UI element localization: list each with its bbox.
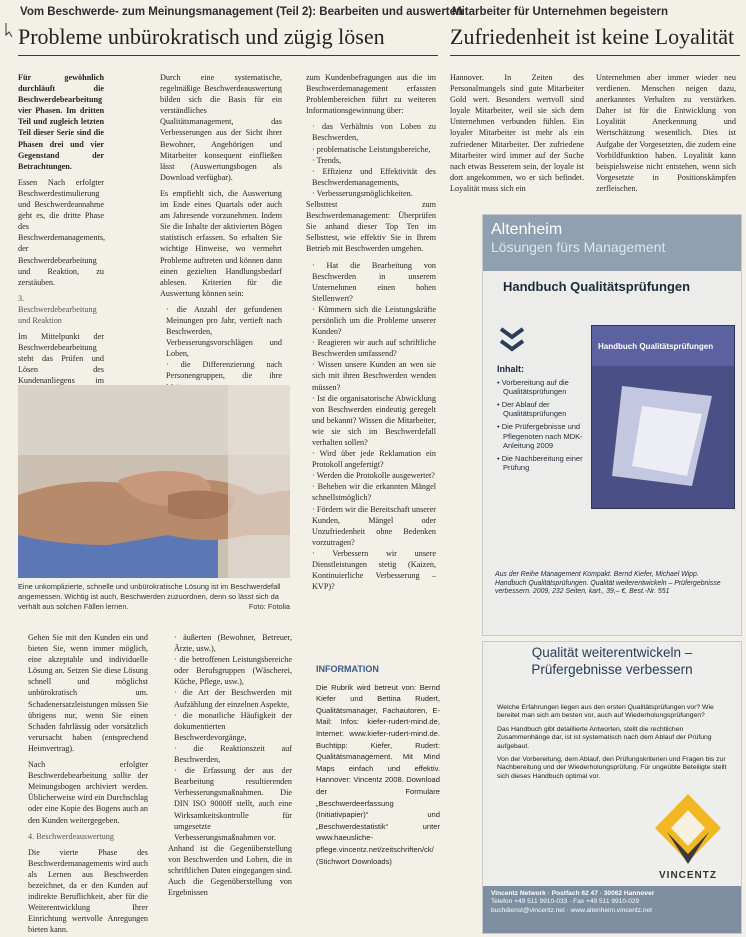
promo-advertisement xyxy=(482,641,742,934)
list-item: · Werden die Protokolle ausgewertet? xyxy=(312,470,436,481)
vincentz-logo-icon xyxy=(653,792,723,866)
ad-book-title: Handbuch Qualitätsprüfungen xyxy=(503,279,691,294)
list-item: · Verbesserungsmöglichkeiten. xyxy=(312,188,436,199)
promo-headline: Qualität weiterentwickeln – Prüfergebnisse verbessern xyxy=(531,645,693,677)
criteria-list xyxy=(160,304,282,393)
list-item: · die Anzahl der gefundenen Meinungen pro Jahr, vertieft nach Beschwerden, Verbesserungsvorschlägen und Loben, xyxy=(166,304,282,359)
promo-paragraph: Von der Vorbereitung, dem Ablauf, den Prüfungskriterien und Fragen bis zur Nachbereitung und der Wiederholungsprüfung. Für ungeübte Beteiligte stellt sich dieses Handbuch optimal vor. xyxy=(497,756,727,780)
list-item: · die Differenzierung nach Personengruppen, die ihre xyxy=(166,359,282,392)
list-item: · Wissen unsere Kunden an wen sie sich mit ihren Beschwerden wenden müssen? xyxy=(312,359,436,392)
list-item: · das Verhältnis von Loben zu Beschwerden, xyxy=(312,121,436,143)
photo-credit: Foto: Fotolia xyxy=(248,602,290,611)
book-cover xyxy=(591,325,735,509)
intro-paragraph: Für gewöhnlich durchläuft die Beschwerdebearbeitung vier Phasen. Im dritten Teil und zugleich letzten Teil dieser Serie sind die Phasen drei und vier Gegenstand der Betrachtungen. xyxy=(18,73,104,171)
information-title: INFORMATION xyxy=(316,664,379,674)
list-item: · Fördern wir die Bereitschaft unserer Kunden, Mängel oder Unzufriedenheit ohne Bedenken vorzutragen? xyxy=(312,504,436,548)
left-article-headline: Probleme unbürokratisch und zügig lösen xyxy=(18,24,385,49)
ad-book-description: Aus der Reihe Management Kompakt. Bernd Kiefer, Michael Wipp. Handbuch Qualitätsprüfungen. Qualität weiterentwickeln – Prüfergebnisse verbessern. 2009, 232 Seiten, kart., 39,– €, Best.-Nr. 551 xyxy=(495,571,721,596)
list-item: · Beheben wir die erkannten Mängel schnellstmöglich? xyxy=(312,481,436,503)
right-article-headline: Zufriedenheit ist keine Loyalität xyxy=(450,24,735,49)
list-item: · die Reaktionszeit auf Beschwerden, xyxy=(174,743,292,765)
body-paragraph: Es empfiehlt sich, die Auswertung im Ende eines Quartals oder auch am Jahresende vorzunehmen. Indem Sie die Inhalte der aktivierten Bögen statistisch erfassen. So erhalten Sie wichtige Hinweise, wo vermehrt Probleme auftreten und können dann einen gezielten Handlungsbedarf ablesen. Kriterien für die Auswertung können sein: xyxy=(160,188,282,298)
promo-paragraph: Das Handbuch gibt detaillierte Antworten, stellt die rechtlichen Zusammenhänge dar, ist ist systematisch nach dem Ablauf der Prüfung aufgebaut. xyxy=(497,725,712,750)
body-paragraph: Hannover. In Zeiten des Personalmangels sind gute Mitarbeiter Gold wert. Besonders wertvoll sind loyale Mitarbeiter, weil sie sich dem Unternehmen verbunden fühlen. Ein loyaler Mitarbeiter ist mehr als ein zufriedener Mitarbeiter. Der zufriedene Mitarbeiter wird immer auf der Suche nach etwas Besserem sein, der loyale ist dort angekommen, wo er sich befindet. Loyalität muss sich ein xyxy=(450,73,584,193)
right-col2 xyxy=(596,72,736,212)
information-box xyxy=(316,664,440,930)
promo-footer xyxy=(483,886,741,933)
body-paragraph: Durch eine systematische, regelmäßige Beschwerdeauswertung bilden sich die Basis für ein verständliches Qualitätsmanagement, das Verbesserungen aus der Sicht ihrer Bewohner, Angehörigen und Mitarbeiter konsequent einfließen lässt (Auswertungsbogen als Download verfügbar). xyxy=(160,73,282,182)
list-item: · problematische Leistungsbereiche, xyxy=(312,144,436,155)
list-item: · Trends, xyxy=(312,155,436,166)
section-subheading: 4. Beschwerdeauswertung xyxy=(28,831,114,841)
left-header-rule xyxy=(18,55,438,56)
body-paragraph: Gehen Sie mit den Kunden ein und bieten Sie, wenn immer möglich, eine akzeptable und individuelle Lösung an. Setzen Sie diese Lösung schnell und möglichst unbürokratisch um. Schadenersatzleistungen müssen Sie übrigens nur, wenn Sie einen Schaden fahrlässig oder vorsätzlich verursacht haben (entsprechend Heimvertrag). xyxy=(28,633,148,753)
info-bullet-list xyxy=(306,121,436,199)
selftest-list xyxy=(306,260,436,593)
criteria-list-continued xyxy=(168,632,292,843)
left-col1-lower xyxy=(28,632,148,935)
list-item: • Der Ablauf der Qualitätsprüfungen xyxy=(497,399,567,419)
list-item: • Die Nachbereitung einer Prüfung xyxy=(497,453,583,473)
list-item: · äußerten (Bewohner, Betreuer, Ärzte, usw.), xyxy=(174,632,292,654)
right-col1 xyxy=(450,72,584,212)
list-item: • Vorbereitung auf die Qualitätsprüfungen xyxy=(497,377,569,397)
list-item: · Reagieren wir auch auf schriftliche Beschwerden umfassend? xyxy=(312,337,436,359)
body-paragraph: Selbsttest zum Beschwerdemanagement: Überprüfen Sie anhand dieser Top Ten im Selbsttest, wie effektiv Sie in Ihrem Betrieb mit Beschwerden umgehen. xyxy=(306,200,436,254)
body-paragraph: Im Mittelpunkt der Beschwerdebearbeitung steht das Prüfen und Lösen des Kundenanliegens im xyxy=(18,332,104,386)
ad-brand: Altenheim xyxy=(491,221,563,238)
photo-caption xyxy=(18,582,290,612)
body-paragraph: Nach erfolgter Beschwerdebearbeitung sollte der Meinungsbogen archiviert werden. Üblicherweise wird ein Durchschlag oder eine Kopie des Bogens auch an den Kunden weitergegeben. xyxy=(28,760,148,825)
list-item: · Ist die organisatorische Abwicklung von Beschwerden eindeutig geregelt und bekannt? Wissen die Mitarbeiter, wie sie sich im Beschwerdefall verhalten sollen? xyxy=(312,393,436,448)
right-header-rule xyxy=(450,55,740,56)
section-subheading: 3. Beschwerdebearbeitung und Reaktion xyxy=(18,293,97,325)
chevron-down-icon xyxy=(499,327,525,355)
list-item: · Wird über jede Reklamation ein Protokoll angefertigt? xyxy=(312,448,436,470)
left-col2-upper xyxy=(160,72,282,381)
ad-brand-subtitle: Lösungen fürs Management xyxy=(491,239,666,255)
left-col3 xyxy=(306,72,436,632)
ad-contents-label: Inhalt: xyxy=(497,364,524,374)
body-paragraph: Essen Nach erfolgter Beschwerdestimulierung und Beschwerdeannahme geht es, die dritte Phase des Beschwerdemanagements, der Beschwerdebearbeitung und Reaktion, zu zerstäuben. xyxy=(18,177,106,287)
ad-contents-list xyxy=(497,365,605,476)
left-col2-lower xyxy=(168,632,292,932)
list-item: · Kümmern sich die Leistungskräfte persönlich um die Probleme unserer Kunden? xyxy=(312,304,436,337)
list-item: · die monatliche Häufigkeit der dokumentierten Beschwerdevorgänge, xyxy=(174,710,292,743)
left-article-kicker: Vom Beschwerde- zum Meinungsmanagement (Teil 2): Bearbeiten und auswerten xyxy=(20,6,464,18)
footer-contact[interactable]: buchdienst@vincentz.net · www.altenheim.vincentz.net xyxy=(491,906,652,914)
handshake-photo xyxy=(18,385,290,578)
footer-phone: Telefon +49 511 9910-033 · Fax +49 511 9910-029 xyxy=(491,898,640,906)
promo-paragraph: Welche Erfahrungen liegen aus den ersten Qualitätsprüfungen vor? Wie bereitet man sich am besten vor, auch auf Wiederholungsprüfungen? xyxy=(497,704,714,720)
list-item: · die Erfassung der aus der Bearbeitung resultierenden Verbesserungsmaßnahmen. Die DIN ISO 9000ff stellt, auch eine Wirksamkeitskontrolle für umgesetzte Verbesserungsmaßnahmen vor. xyxy=(174,765,292,843)
book-advertisement xyxy=(482,214,742,636)
promo-body xyxy=(497,704,729,786)
right-article-kicker: Mitarbeiter für Unternehmen begeistern xyxy=(452,6,668,18)
book-cover-title: Handbuch Qualitätsprüfungen xyxy=(598,342,714,351)
footer-address: Vincentz Network · Postfach 62 47 · 30062 Hannover xyxy=(491,890,655,897)
information-text: Die Rubrik wird betreut von: Bernd Kiefer und Bettina Rudert, Qualitätsmanager, Fachautoren, E-Mail: Infos: kiefer-rudert-mind.de, Internet: www.kiefer-rudert-mind.de. Buchtipp: Kiefer, Rudert: Qualitätsmanagement. Mit Mind Maps einfach und effektiv. Hannover: Vincentz 2008. Download der Formulare „Beschwerdeerfassung (Initiativpapier)“ und „Beschwerdestatistik“ unter www.haeusliche-pflege.vincentz.net/zeitschriften/ck/ (Stichwort Downloads) xyxy=(316,682,440,866)
body-paragraph: Unternehmen aber immer wieder neu verdienen. Menschen neigen dazu, anerkanntes Verhalten zu verstärken. Daher ist für die Entwicklung von Loyalität Anerkennung und Wertschätzung wesentlich. Dies ist Aufgabe der Vorgesetzten, die zudem eine Vorbildfunktion haben. Loyalität kann beispielsweise nicht entstehen, wenn sich Vorgesetzte in Positionskämpfen zerfleischen. xyxy=(596,73,736,193)
body-paragraph: Die vierte Phase des Beschwerdemanagements wird auch als Lernen aus Beschwerden bezeichnet, da er den Kunden auf indirekte Beruflichkeit, aber für die Weiterentwicklung Ihrer Einrichtung wertvolle Anregungen bieten kann. xyxy=(28,847,148,935)
list-item: • Die Prüfergebnisse und Pflegenoten nach MDK-Anleitung 2009 xyxy=(497,421,583,451)
list-item: · Effizienz und Effektivität des Beschwerdemanagements, xyxy=(312,166,436,188)
left-col1-upper xyxy=(18,72,106,386)
body-paragraph: Anhand ist die Gegenüberstellung von Beschwerden und Loben, die in schriftlichen Daten eingegangen sind. Auch die Gegenüberstellung von Ergebnissen xyxy=(168,843,292,898)
list-item: · Verbessern wir unsere Dienstleistungen stetig (Kaizen, Kontinuierliche Verbesserung – KVP)? xyxy=(312,548,436,592)
vincentz-logo-text: VINCENTZ xyxy=(659,870,717,881)
list-item: · die Art der Beschwerden mit Aufzählung der einzelnen Aspekte, xyxy=(174,687,292,709)
cursor-icon xyxy=(4,22,14,38)
list-item: · Hat die Bearbeitung von Beschwerden in unserem Unternehmen einen hohen Stellenwert? xyxy=(312,260,436,304)
body-paragraph: zum Kundenbefragungen aus die im Beschwerdemanagement erfassten Problembereichen führt zu weiteren Informationsgewinnung über: xyxy=(306,73,436,116)
caption-text: Eine unkomplizierte, schnelle und unbürokratische Lösung ist im Beschwerdefall angemessen. Wichtig ist auch, Beschwerden zuzuordnen, denn so lässt sich da verhält aus solchen Fällen lernen. xyxy=(18,582,281,611)
list-item: · die betroffenen Leistungsbereiche oder Berufsgruppen (Wäscherei, Küche, Pflege, usw.), xyxy=(174,654,292,687)
